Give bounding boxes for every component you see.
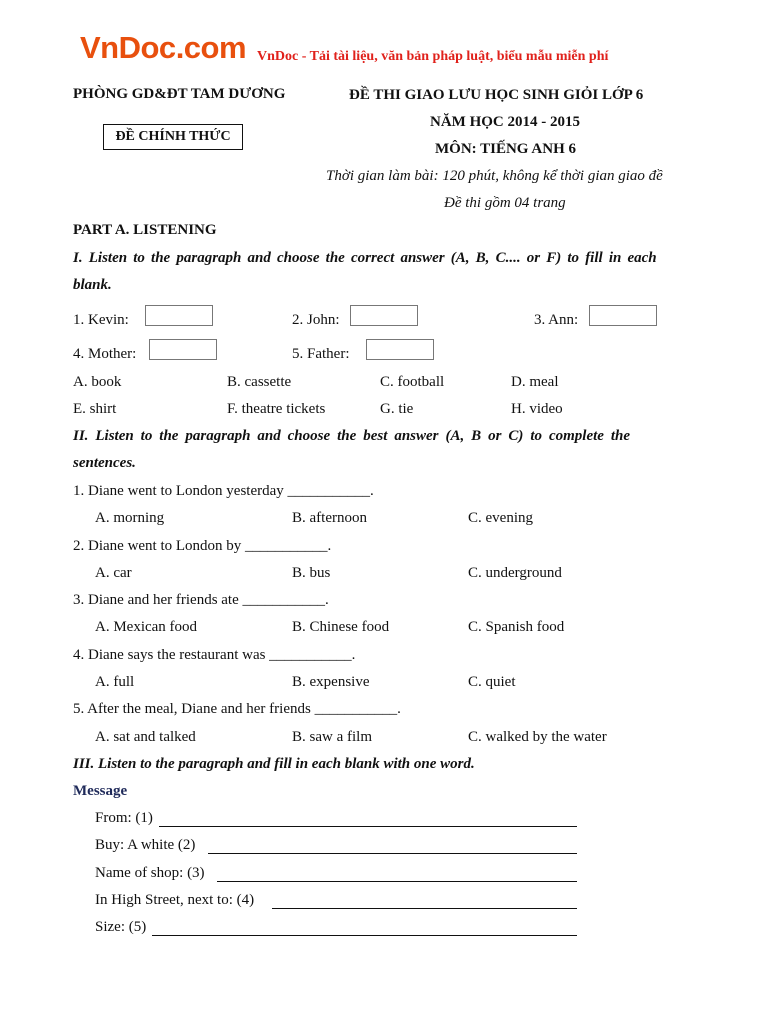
answer-option-a[interactable]: A. car (95, 565, 132, 581)
message-field-label: In High Street, next to: (4) (95, 892, 255, 908)
answer-option-c[interactable]: C. Spanish food (468, 619, 565, 635)
answer-option-b[interactable]: B. saw a film (292, 729, 372, 745)
question-text: 5. After the meal, Diane and her friends ___________. (73, 701, 401, 717)
exam-time: Thời gian làm bài: 120 phút, không kể thời gian giao đề (326, 168, 663, 184)
logo-suffix: .com (175, 30, 247, 65)
question-text: 2. Diane went to London by ___________. (73, 538, 332, 554)
answer-box-3[interactable] (589, 305, 657, 326)
official-label: ĐỀ CHÍNH THỨC (103, 124, 243, 150)
option-item: D. meal (511, 374, 559, 390)
section-2-instruction-cont: sentences. (73, 455, 136, 471)
message-field-label: From: (1) (95, 810, 153, 826)
exam-pages: Đề thi gồm 04 trang (444, 195, 566, 211)
person-label-father: 5. Father: (292, 346, 350, 362)
site-tagline: VnDoc - Tải tài liệu, văn bản pháp luật, biểu mẫu miễn phí (257, 49, 609, 64)
fill-blank-line[interactable] (152, 935, 577, 936)
exam-title: ĐỀ THI GIAO LƯU HỌC SINH GIỎI LỚP 6 (349, 87, 644, 103)
answer-option-b[interactable]: B. afternoon (292, 510, 367, 526)
section-2-instruction: II. Listen to the paragraph and choose the best answer (A, B or C) to complete the (73, 428, 631, 444)
section-1-instruction-cont: blank. (73, 277, 112, 293)
answer-option-c[interactable]: C. walked by the water (468, 729, 607, 745)
logo-main: VnDoc (80, 30, 176, 65)
answer-box-1[interactable] (145, 305, 213, 326)
answer-option-a[interactable]: A. Mexican food (95, 619, 198, 635)
answer-option-a[interactable]: A. sat and talked (95, 729, 196, 745)
message-field-label: Name of shop: (3) (95, 865, 205, 881)
fill-blank-line[interactable] (272, 908, 577, 909)
fill-blank-line[interactable] (159, 826, 577, 827)
answer-option-b[interactable]: B. Chinese food (292, 619, 390, 635)
person-label-john: 2. John: (292, 312, 340, 328)
answer-option-c[interactable]: C. quiet (468, 674, 516, 690)
fill-blank-line[interactable] (217, 881, 577, 882)
message-field-label: Size: (5) (95, 919, 147, 935)
option-item: C. football (380, 374, 445, 390)
answer-option-c[interactable]: C. evening (468, 510, 533, 526)
option-item: G. tie (380, 401, 414, 417)
question-text: 3. Diane and her friends ate ___________. (73, 592, 329, 608)
exam-year: NĂM HỌC 2014 - 2015 (430, 114, 580, 130)
question-text: 4. Diane says the restaurant was ___________. (73, 647, 356, 663)
message-title: Message (73, 783, 128, 799)
answer-option-b[interactable]: B. bus (292, 565, 331, 581)
answer-option-b[interactable]: B. expensive (292, 674, 370, 690)
answer-option-a[interactable]: A. morning (95, 510, 165, 526)
person-label-kevin: 1. Kevin: (73, 312, 129, 328)
option-item: H. video (511, 401, 563, 417)
fill-blank-line[interactable] (208, 853, 577, 854)
answer-box-5[interactable] (366, 339, 434, 360)
option-item: F. theatre tickets (227, 401, 326, 417)
answer-option-a[interactable]: A. full (95, 674, 135, 690)
answer-box-4[interactable] (149, 339, 217, 360)
answer-option-c[interactable]: C. underground (468, 565, 562, 581)
part-a-title: PART A. LISTENING (73, 222, 217, 238)
vndoc-logo (80, 30, 246, 66)
department-name: PHÒNG GD&ĐT TAM DƯƠNG (73, 86, 286, 102)
exam-subject: MÔN: TIẾNG ANH 6 (435, 141, 576, 157)
person-label-mother: 4. Mother: (73, 346, 137, 362)
person-label-ann: 3. Ann: (534, 312, 579, 328)
section-3-instruction: III. Listen to the paragraph and fill in each blank with one word. (73, 756, 475, 772)
answer-box-2[interactable] (350, 305, 418, 326)
section-1-instruction: I. Listen to the paragraph and choose the correct answer (A, B, C.... or F) to fill in each (73, 250, 657, 266)
option-item: B. cassette (227, 374, 292, 390)
option-item: E. shirt (73, 401, 117, 417)
message-field-label: Buy: A white (2) (95, 837, 196, 853)
option-item: A. book (73, 374, 122, 390)
question-text: 1. Diane went to London yesterday ___________. (73, 483, 374, 499)
